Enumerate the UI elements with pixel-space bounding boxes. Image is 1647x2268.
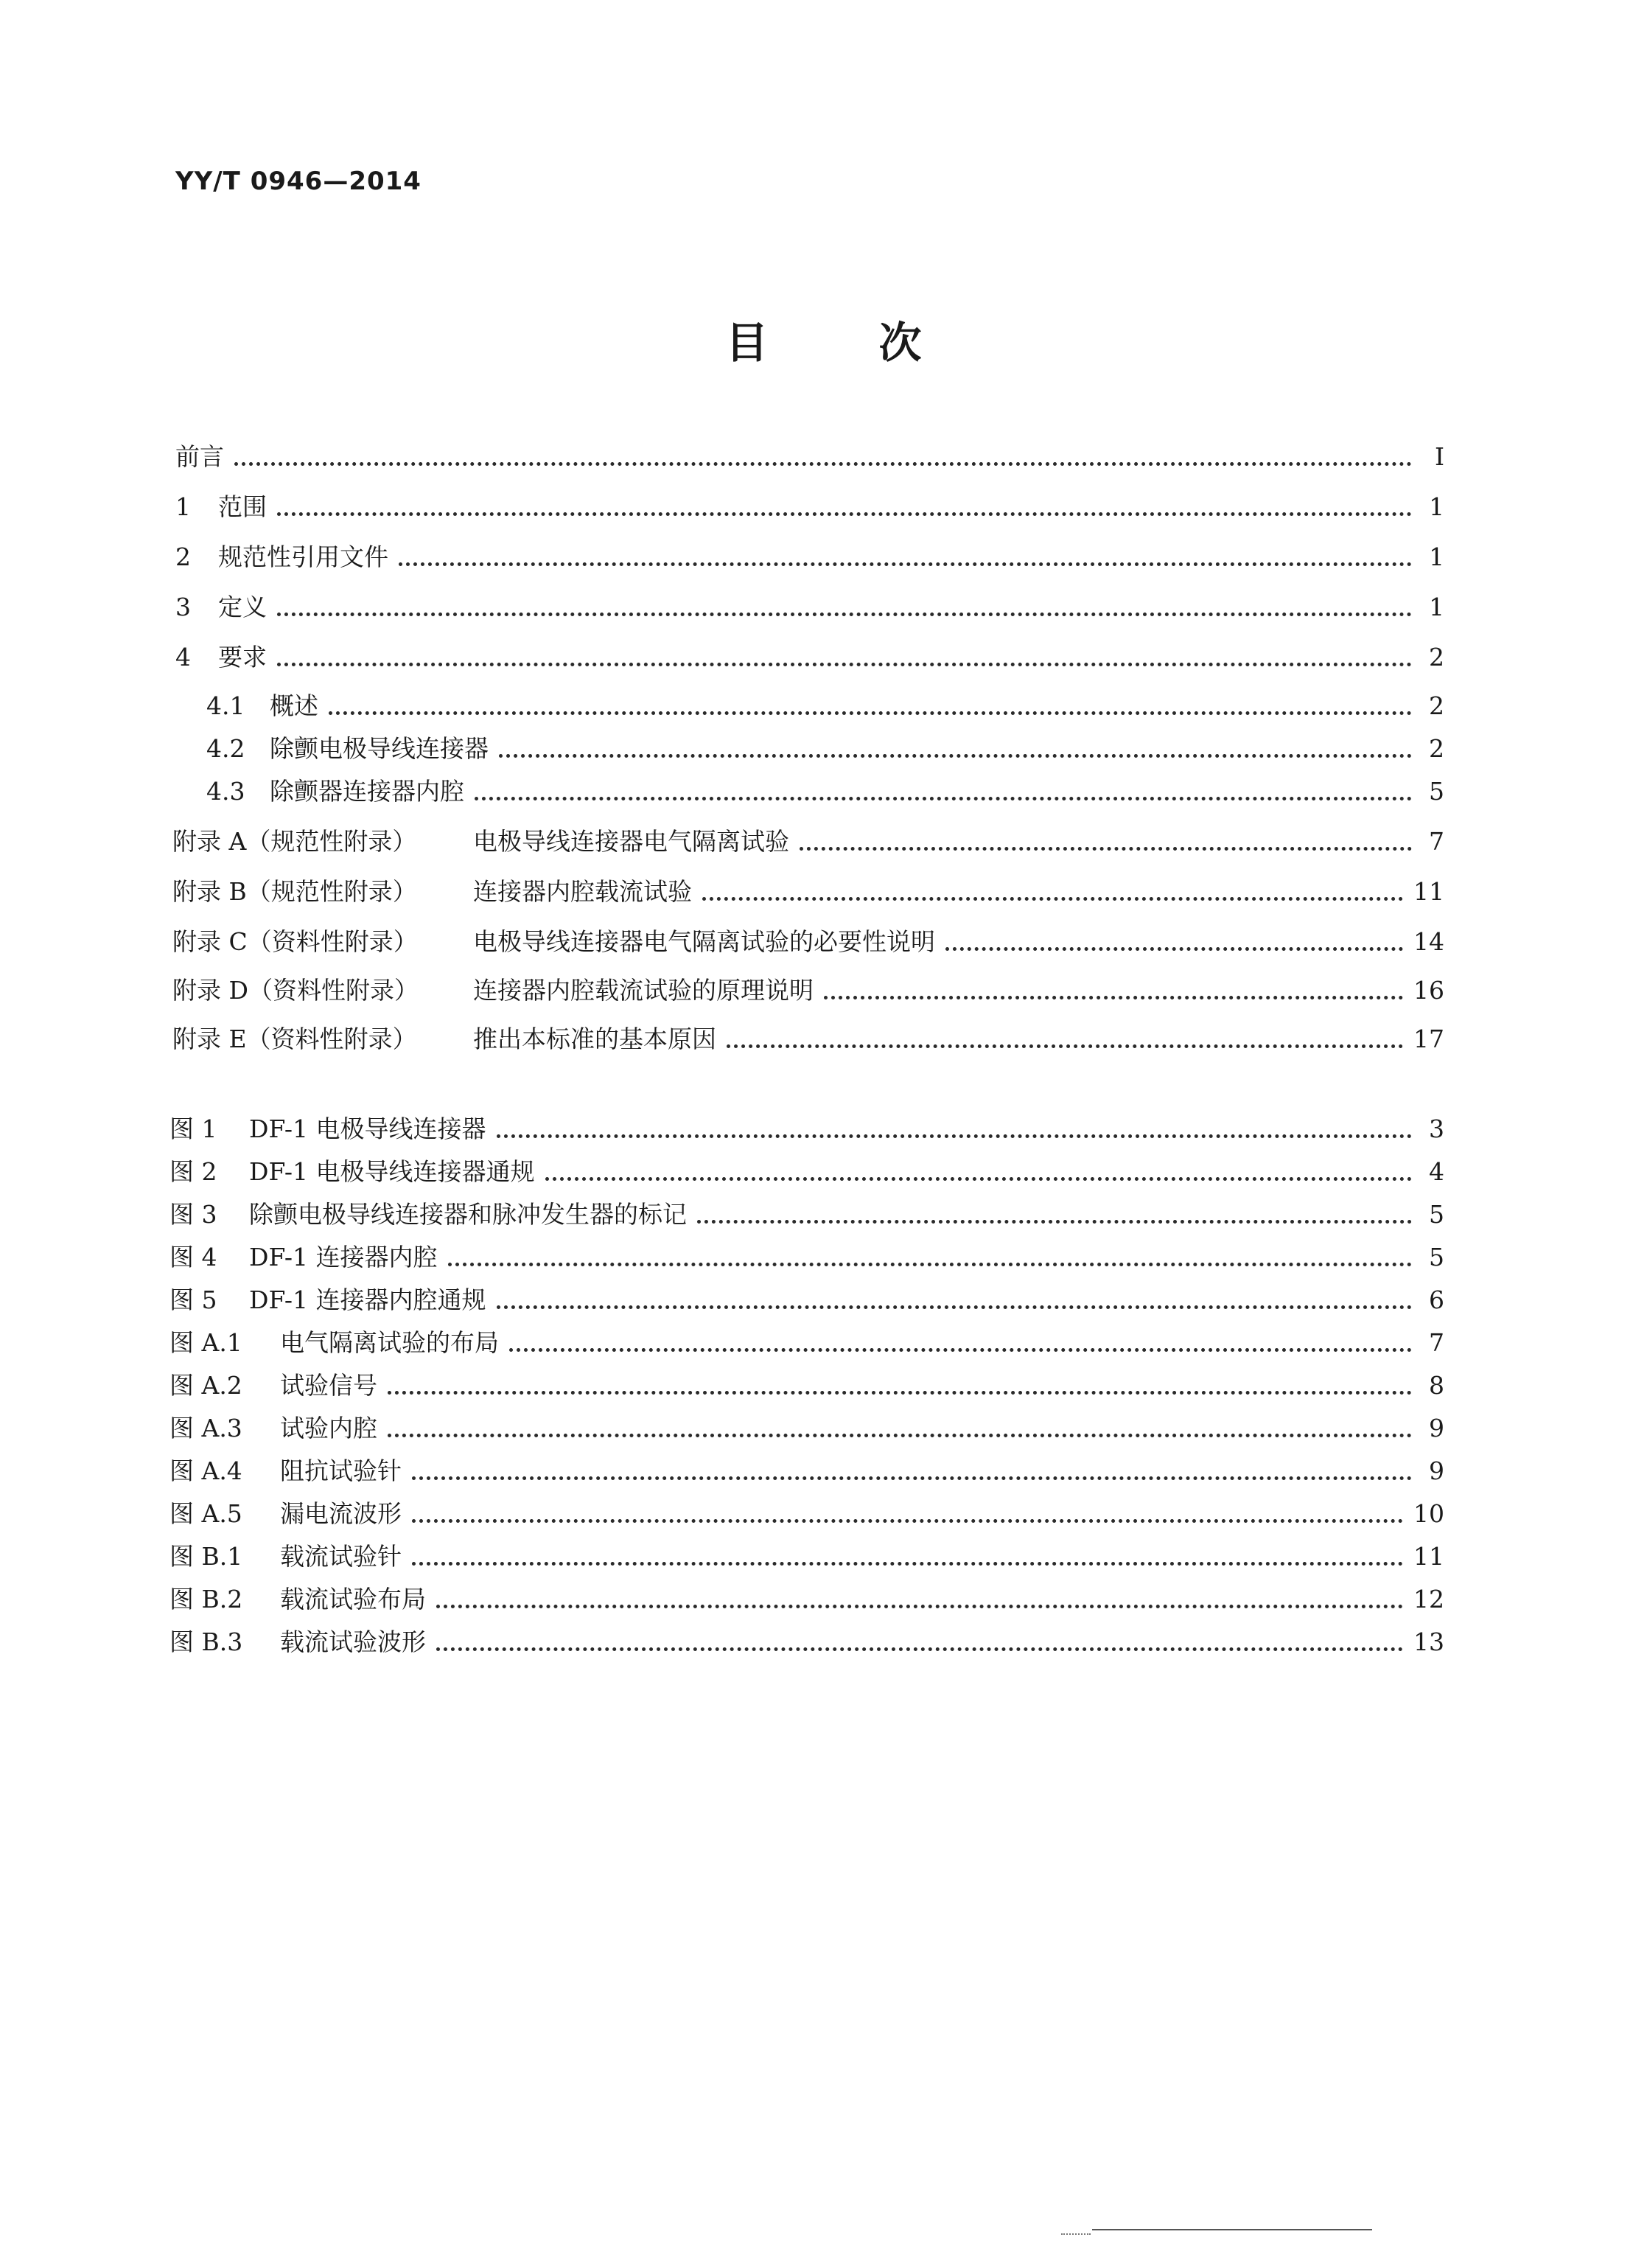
figure-entry-a4[interactable] (169, 1455, 1444, 1487)
toc-label: 电极导线连接器电气隔离试验的必要性说明 (473, 927, 935, 956)
figure-page: 11 (1413, 1542, 1444, 1571)
dot-leader (497, 1305, 1412, 1309)
figure-entry-2[interactable] (169, 1156, 1444, 1188)
figure-number: 图 1 (169, 1114, 217, 1143)
figure-page: 6 (1429, 1285, 1444, 1314)
toc-page: 1 (1429, 492, 1444, 521)
toc-entry-3[interactable] (175, 591, 1444, 624)
dot-leader (448, 1263, 1412, 1266)
toc-label: 连接器内腔载流试验 (473, 877, 692, 906)
dot-leader (399, 562, 1412, 566)
figure-page: 8 (1429, 1371, 1444, 1400)
toc-label: 除颤器连接器内腔 (270, 777, 464, 806)
figure-label: 载流试验布局 (280, 1585, 426, 1613)
dot-leader (277, 613, 1412, 616)
toc-number: 4.2 (206, 734, 245, 763)
figure-label: 载流试验针 (280, 1542, 402, 1571)
toc-page: 5 (1429, 777, 1444, 806)
figure-number: 图 B.2 (169, 1585, 243, 1613)
figure-page: 4 (1429, 1157, 1444, 1186)
document-code: YY/T 0946—2014 (175, 167, 422, 196)
figure-entry-1[interactable] (169, 1113, 1444, 1145)
dot-leader (234, 462, 1412, 466)
figure-number: 图 A.3 (169, 1414, 242, 1442)
dot-leader (824, 996, 1403, 999)
toc-label: 推出本标准的基本原因 (473, 1025, 716, 1053)
dot-leader (945, 947, 1403, 951)
toc-number: 附录 C（资料性附录） (172, 927, 418, 956)
figure-entry-b1[interactable] (169, 1541, 1444, 1573)
footer-rule (1092, 2229, 1372, 2230)
figure-entry-a3[interactable] (169, 1412, 1444, 1445)
dot-leader (277, 663, 1412, 666)
toc-page: 7 (1429, 827, 1444, 856)
dot-leader (412, 1476, 1412, 1480)
toc-number: 3 (175, 593, 191, 621)
figure-label: 电气隔离试验的布局 (280, 1328, 499, 1357)
figure-label: DF-1 电极导线连接器 (249, 1114, 486, 1143)
figure-page: 3 (1429, 1114, 1444, 1143)
dot-leader (800, 847, 1412, 851)
title-part-2: 次 (878, 318, 922, 368)
figure-entry-b3[interactable] (169, 1626, 1444, 1658)
toc-label: 范围 (218, 492, 267, 521)
figure-label: 试验内腔 (280, 1414, 377, 1442)
figure-label: 试验信号 (280, 1371, 377, 1400)
toc-page: 11 (1413, 877, 1444, 906)
dot-leader (388, 1391, 1412, 1395)
figure-number: 图 A.2 (169, 1371, 242, 1400)
toc-entry-foreword[interactable] (175, 441, 1444, 473)
toc-page: 16 (1413, 976, 1444, 1005)
toc-entry-4-2[interactable] (206, 733, 1444, 765)
toc-label: 规范性引用文件 (218, 542, 388, 571)
footer-dotted-rule (1061, 2233, 1091, 2235)
toc-number: 4.3 (206, 777, 245, 806)
figure-number: 图 A.4 (169, 1456, 242, 1485)
toc-page: 2 (1429, 734, 1444, 763)
figure-entry-5[interactable] (169, 1284, 1444, 1316)
figure-number: 图 3 (169, 1200, 217, 1229)
dot-leader (697, 1220, 1412, 1224)
dot-leader (509, 1348, 1412, 1352)
toc-entry-annex-d[interactable] (172, 974, 1444, 1007)
figure-entry-a1[interactable] (169, 1327, 1444, 1359)
toc-entry-annex-e[interactable] (172, 1023, 1444, 1056)
toc-number: 4 (175, 643, 191, 671)
toc-number: 1 (175, 492, 191, 521)
dot-leader (545, 1177, 1412, 1181)
dot-leader (388, 1434, 1412, 1437)
toc-page: 1 (1429, 542, 1444, 571)
figure-page: 5 (1429, 1243, 1444, 1271)
dot-leader (475, 797, 1412, 800)
dot-leader (497, 1134, 1412, 1138)
figure-number: 图 5 (169, 1285, 217, 1314)
toc-label: 概述 (270, 691, 318, 720)
figure-label: 除颤电极导线连接器和脉冲发生器的标记 (249, 1200, 687, 1229)
toc-page: 2 (1429, 691, 1444, 720)
toc-entry-1[interactable] (175, 491, 1444, 523)
dot-leader (329, 711, 1412, 715)
toc-page: Ⅰ (1434, 442, 1444, 471)
toc-page: 1 (1429, 593, 1444, 621)
figure-entry-a5[interactable] (169, 1498, 1444, 1530)
dot-leader (412, 1519, 1403, 1523)
dot-leader (436, 1605, 1403, 1608)
figure-page: 9 (1429, 1414, 1444, 1442)
dot-leader (412, 1562, 1403, 1566)
figure-label: 漏电流波形 (280, 1499, 402, 1528)
figure-label: DF-1 连接器内腔通规 (249, 1285, 486, 1314)
toc-page: 17 (1413, 1025, 1444, 1053)
page-title (0, 308, 1647, 370)
figure-page: 10 (1413, 1499, 1444, 1528)
toc-number: 附录 D（资料性附录） (172, 976, 419, 1005)
toc-entry-annex-c[interactable] (172, 926, 1444, 958)
dot-leader (436, 1647, 1403, 1651)
figure-number: 图 B.1 (169, 1542, 243, 1571)
figure-page: 7 (1429, 1328, 1444, 1357)
figure-number: 图 2 (169, 1157, 217, 1186)
toc-label: 连接器内腔载流试验的原理说明 (473, 976, 814, 1005)
figure-page: 13 (1413, 1627, 1444, 1656)
title-part-1: 目 (725, 318, 769, 368)
toc-entry-2[interactable] (175, 541, 1444, 573)
figure-page: 12 (1413, 1585, 1444, 1613)
figure-number: 图 B.3 (169, 1627, 243, 1656)
toc-number: 附录 A（规范性附录） (172, 827, 417, 856)
figure-label: 载流试验波形 (280, 1627, 426, 1656)
figure-entry-3[interactable] (169, 1198, 1444, 1231)
dot-leader (702, 897, 1403, 901)
toc-entry-4[interactable] (175, 641, 1444, 674)
figure-label: DF-1 连接器内腔 (249, 1243, 438, 1271)
dot-leader (277, 512, 1412, 516)
figure-label: 阻抗试验针 (280, 1456, 402, 1485)
toc-number: 附录 B（规范性附录） (172, 877, 417, 906)
figure-number: 图 4 (169, 1243, 217, 1271)
figure-number: 图 A.1 (169, 1328, 242, 1357)
figure-page: 5 (1429, 1200, 1444, 1229)
dot-leader (727, 1044, 1403, 1048)
toc-label: 前言 (175, 442, 224, 471)
toc-label: 要求 (218, 643, 267, 671)
figure-number: 图 A.5 (169, 1499, 242, 1528)
figure-entry-b2[interactable] (169, 1583, 1444, 1616)
toc-number: 4.1 (206, 691, 245, 720)
dot-leader (499, 754, 1412, 758)
toc-number: 附录 E（资料性附录） (172, 1025, 417, 1053)
toc-label: 除颤电极导线连接器 (270, 734, 489, 763)
figure-entry-a2[interactable] (169, 1369, 1444, 1402)
figure-page: 9 (1429, 1456, 1444, 1485)
toc-page: 2 (1429, 643, 1444, 671)
toc-entry-4-1[interactable] (206, 690, 1444, 722)
toc-entry-annex-b[interactable] (172, 876, 1444, 908)
toc-label: 定义 (218, 593, 267, 621)
toc-number: 2 (175, 542, 191, 571)
toc-page: 14 (1413, 927, 1444, 956)
figure-entry-4[interactable] (169, 1241, 1444, 1274)
toc-entry-4-3[interactable] (206, 775, 1444, 808)
toc-label: 电极导线连接器电气隔离试验 (473, 827, 789, 856)
figure-label: DF-1 电极导线连接器通规 (249, 1157, 535, 1186)
toc-entry-annex-a[interactable] (172, 826, 1444, 858)
